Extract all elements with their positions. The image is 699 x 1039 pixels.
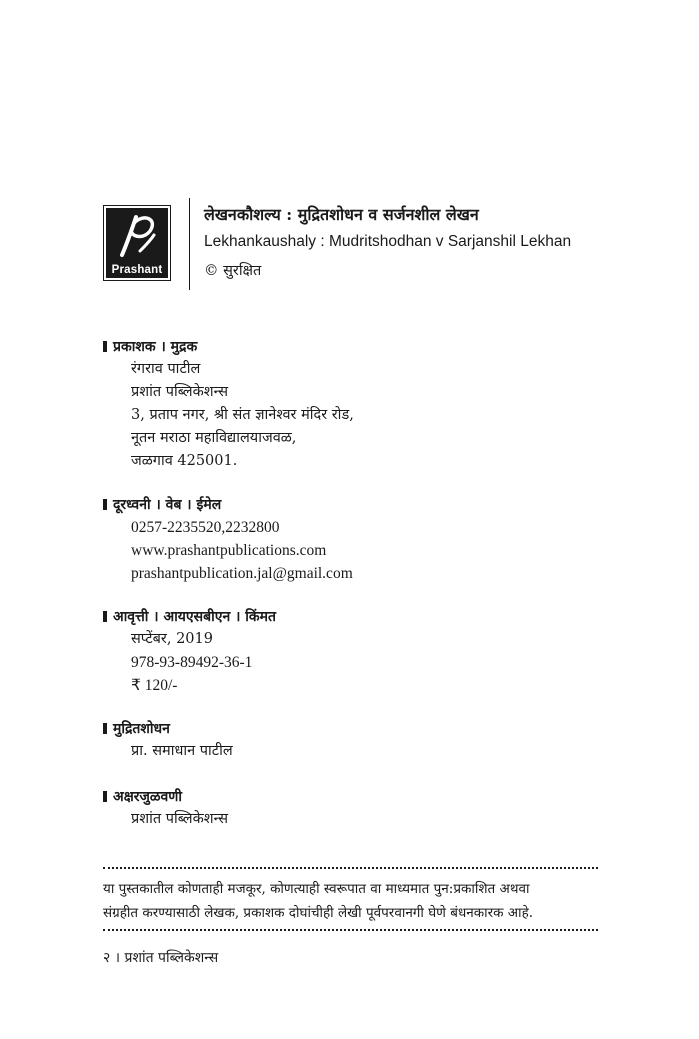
section-lines [103,740,233,763]
logo-text: Prashant [111,264,163,276]
section-typesetting [103,786,228,831]
section-lines [103,358,354,473]
section-lines [103,628,276,697]
header-divider [189,198,190,290]
section-proofreading [103,718,233,763]
section-heading: मुद्रितशोधन [103,718,233,740]
address-line-3: जळगाव 425001. [131,453,238,469]
proofreader-name: प्रा. समाधान पाटील [131,743,233,759]
section-heading: आवृत्ती । आयएसबीएन । किंमत [103,606,276,628]
section-lines [103,516,353,585]
price: ₹ 120/- [131,677,178,694]
book-title-marathi: लेखनकौशल्य : मुद्रितशोधन व सर्जनशील लेखन [204,205,479,224]
section-marker [103,341,107,352]
section-marker [103,499,107,510]
copyright-notice: © सुरक्षित [204,263,262,279]
publisher-name: रंगराव पाटील [131,361,201,377]
address-line-2: नूतन मराठा महाविद्यालयाजवळ, [131,430,297,446]
section-contact [103,494,353,585]
notice-line-2: संग्रहीत करण्यासाठी लेखक, प्रकाशक दोघांचीही लेखी पूर्वपरवानगी घेणे बंधनकारक आहे. [103,905,534,921]
book-title-english: Lekhankaushaly : Mudritshodhan v Sarjanshil Lekhan [204,233,572,250]
legal-notice [103,877,598,925]
website: www.prashantpublications.com [131,542,327,559]
page-footer: २ । प्रशांत पब्लिकेशन्स [103,950,219,966]
script-p-icon [114,211,160,259]
edition-date: सप्टेंबर, 2019 [131,631,213,647]
notice-bottom-rule [103,929,598,931]
publication-house: प्रशांत पब्लिकेशन्स [131,384,229,400]
phone-number: 0257-2235520,2232800 [131,519,280,536]
section-lines [103,808,228,831]
notice-top-rule [103,867,598,869]
typesetter-name: प्रशांत पब्लिकेशन्स [131,811,229,827]
section-heading: प्रकाशक । मुद्रक [103,336,354,358]
section-edition [103,606,276,697]
section-heading: अक्षरजुळवणी [103,786,228,808]
isbn: 978-93-89492-36-1 [131,654,253,671]
section-marker [103,611,107,622]
email: prashantpublication.jal@gmail.com [131,565,353,582]
address-line-1: 3, प्रताप नगर, श्री संत ज्ञानेश्वर मंदिर रोड, [131,407,354,423]
section-marker [103,791,107,802]
publisher-logo [103,205,171,281]
section-marker [103,723,107,734]
section-publisher [103,336,354,473]
logo-emblem [106,208,168,278]
notice-line-1: या पुस्तकातील कोणताही मजकूर, कोणत्याही स्वरूपात वा माध्यमात पुन:प्रकाशित अथवा [103,881,530,897]
section-heading: दूरध्वनी । वेब । ईमेल [103,494,353,516]
